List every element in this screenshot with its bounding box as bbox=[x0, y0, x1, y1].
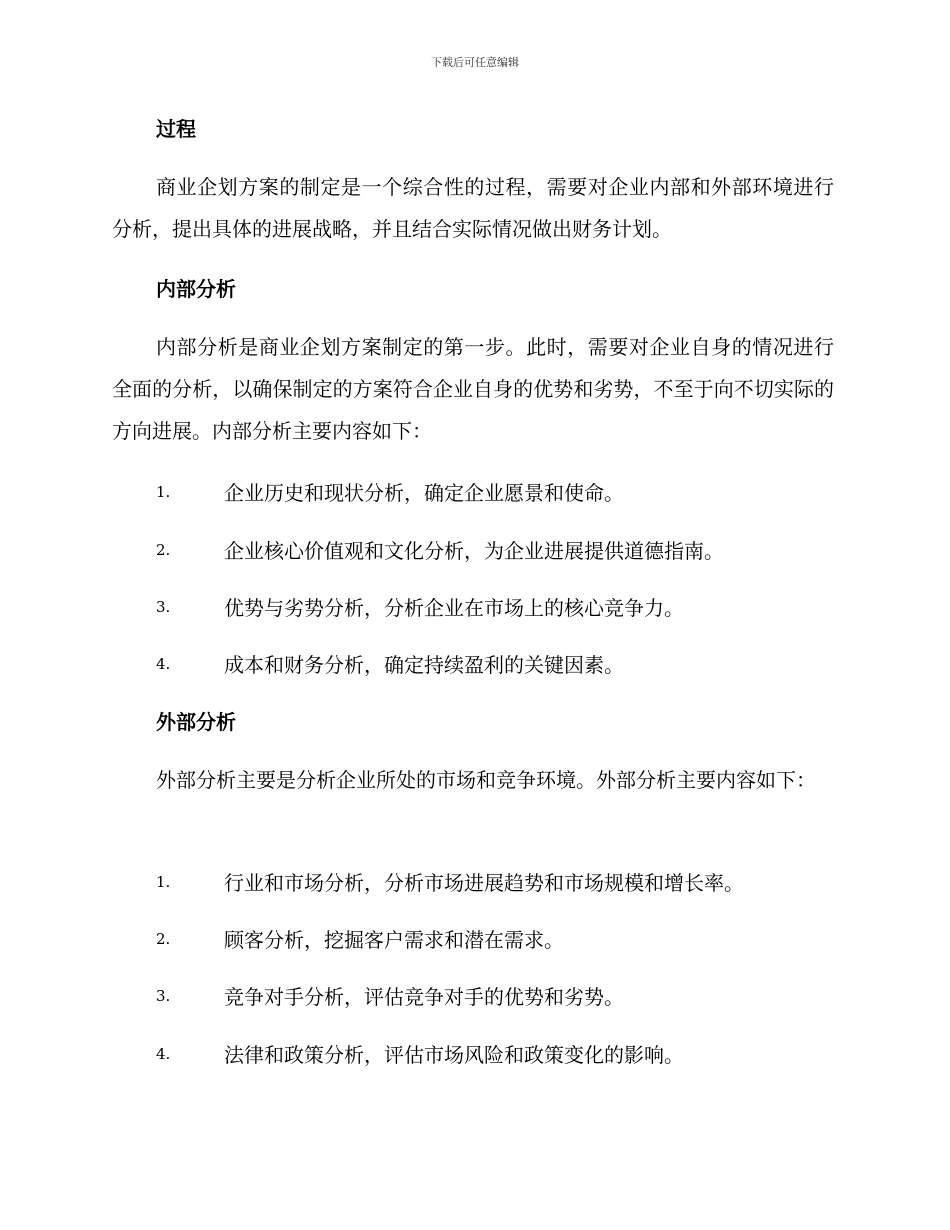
section-paragraph-external: 外部分析主要是分析企业所处的市场和竞争环境。外部分析主要内容如下： bbox=[156, 768, 816, 792]
list-number: 3. bbox=[156, 987, 171, 1005]
list-item bbox=[0, 869, 950, 899]
list-text: 行业和市场分析，分析市场进展趋势和市场规模和增长率。 bbox=[224, 871, 744, 895]
list-item bbox=[0, 983, 950, 1013]
list-number: 2. bbox=[156, 541, 171, 559]
list-text: 顾客分析，挖掘客户需求和潜在需求。 bbox=[224, 928, 564, 952]
list-text: 法律和政策分析，评估市场风险和政策变化的影响。 bbox=[224, 1043, 684, 1067]
section-paragraph-process: 商业企划方案的制定是一个综合性的过程，需要对企业内部和外部环境进行分析，提出具体的进展战略，并且结合实际情况做出财务计划。 bbox=[112, 175, 834, 241]
list-number: 2. bbox=[156, 930, 171, 948]
list-number: 1. bbox=[156, 873, 171, 891]
section-heading-process: 过程 bbox=[156, 117, 196, 141]
section-paragraph-internal: 内部分析是商业企划方案制定的第一步。此时，需要对企业自身的情况进行全面的分析，以确保制定的方案符合企业自身的优势和劣势，不至于向不切实际的方向进展。内部分析主要内容如下： bbox=[112, 335, 834, 443]
list-text: 竞争对手分析，评估竞争对手的优势和劣势。 bbox=[224, 985, 624, 1009]
list-item bbox=[0, 926, 950, 956]
section-heading-internal: 内部分析 bbox=[156, 277, 236, 301]
list-number: 1. bbox=[156, 483, 171, 501]
list-item bbox=[0, 651, 950, 681]
list-number: 4. bbox=[156, 655, 171, 673]
list-item bbox=[0, 594, 950, 624]
list-text: 企业核心价值观和文化分析，为企业进展提供道德指南。 bbox=[224, 539, 724, 563]
list-text: 企业历史和现状分析，确定企业愿景和使命。 bbox=[224, 481, 624, 505]
list-text: 优势与劣势分析，分析企业在市场上的核心竞争力。 bbox=[224, 596, 684, 620]
list-item bbox=[0, 537, 950, 567]
list-number: 3. bbox=[156, 598, 171, 616]
section-heading-external: 外部分析 bbox=[156, 710, 236, 734]
list-text: 成本和财务分析，确定持续盈利的关键因素。 bbox=[224, 653, 624, 677]
header-note: 下载后可任意编辑 bbox=[431, 56, 519, 69]
list-item bbox=[0, 1041, 950, 1071]
list-number: 4. bbox=[156, 1045, 171, 1063]
list-item bbox=[0, 479, 950, 509]
